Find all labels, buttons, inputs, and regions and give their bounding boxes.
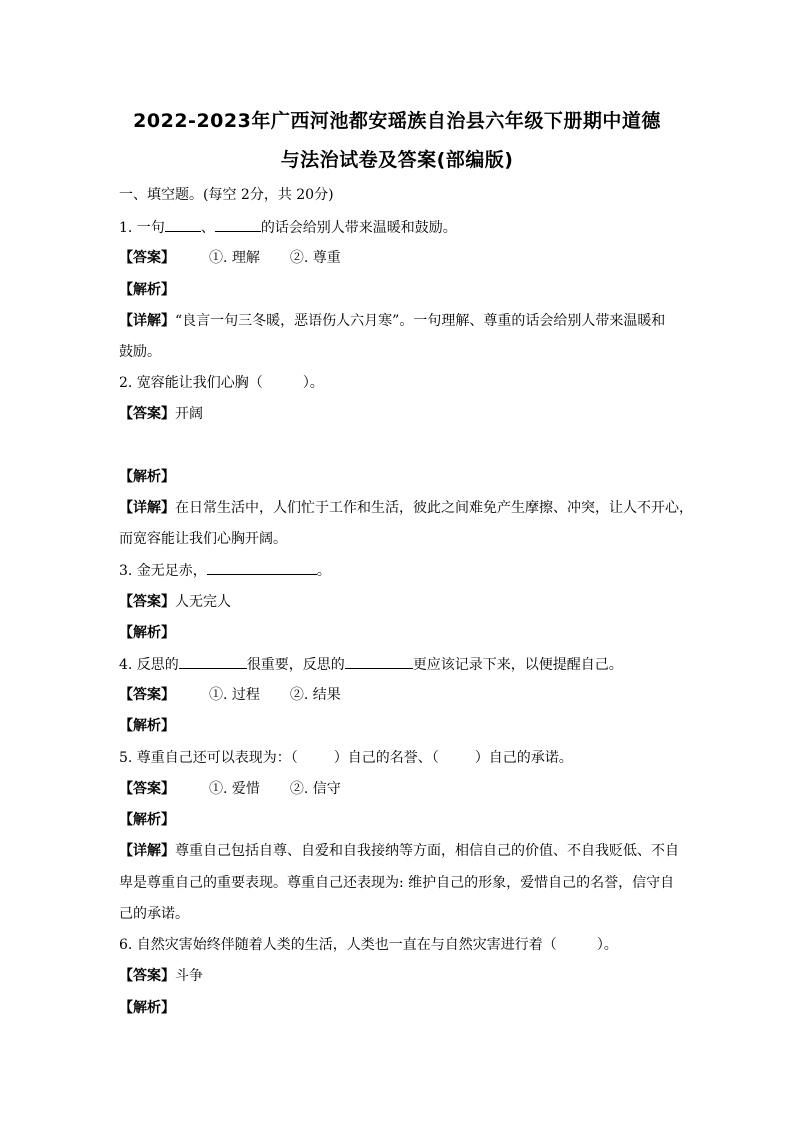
question-5-text-end: ）自己的承诺。	[474, 750, 573, 766]
document-title-line-2: 与法治试卷及答案(部编版)	[280, 149, 514, 171]
answer-value: ②. 尊重	[289, 250, 341, 266]
analysis-label: 【解析】	[119, 469, 175, 485]
question-4-text-mid: 很重要，反思的	[246, 657, 345, 673]
answer-label: 【答案】	[119, 968, 175, 984]
detail-row	[119, 311, 665, 331]
question-5-text-mid: ）自己的名誉、（	[333, 750, 439, 766]
document-title-line-1: 2022-2023年广西河池都安瑶族自治县六年级下册期中道德	[133, 110, 661, 132]
answer-row	[119, 685, 341, 705]
question-5	[119, 748, 573, 768]
detail-row	[119, 498, 693, 518]
answer-row	[119, 248, 341, 268]
question-4-text: 4. 反思的	[119, 657, 179, 673]
answer-value: 斗争	[175, 968, 203, 984]
detail-text: 鼓励。	[119, 344, 161, 360]
analysis-label: 【解析】	[119, 718, 175, 734]
question-4	[119, 654, 623, 675]
blank	[179, 654, 247, 669]
section-heading: 一、填空题。(每空 2分，共 20分)	[119, 187, 334, 203]
question-2-text: 2. 宽容能让我们心胸（	[119, 375, 263, 391]
answer-label: 【答案】	[119, 250, 175, 266]
blank	[215, 217, 261, 232]
answer-value: ①. 理解	[209, 250, 260, 266]
question-3-text: 3. 金无足赤，	[119, 563, 207, 579]
question-1	[119, 217, 457, 238]
answer-value: ②. 信守	[289, 781, 341, 797]
answer-label: 【答案】	[119, 781, 175, 797]
answer-value: 开阔	[175, 406, 203, 422]
detail-text: 己的承诺。	[119, 906, 189, 922]
analysis-label: 【解析】	[119, 282, 175, 298]
blank	[345, 654, 413, 669]
question-1-text: 1. 一句	[119, 220, 165, 236]
question-3	[119, 560, 331, 581]
question-5-text: 5. 尊重自己还可以表现为：（	[119, 750, 298, 766]
answer-label: 【答案】	[119, 406, 175, 422]
detail-text: “良言一句三冬暖，恶语伤人六月寒”。一句理解、尊重的话会给别人带来温暖和	[175, 313, 666, 329]
question-3-text-end: 。	[316, 563, 331, 579]
answer-row	[119, 592, 231, 612]
answer-row	[119, 779, 341, 799]
detail-label: 【详解】	[119, 500, 175, 516]
detail-text: 卑是尊重自己的重要表现。尊重自己还表现为: 维护自己的形象，爱惜自己的名誉，信守自	[119, 875, 675, 891]
analysis-label: 【解析】	[119, 812, 175, 828]
question-6	[119, 935, 618, 955]
answer-label: 【答案】	[119, 687, 175, 703]
detail-label: 【详解】	[119, 313, 175, 329]
detail-text: 而宽容能让我们心胸开阔。	[119, 531, 287, 547]
blank	[207, 560, 317, 575]
blank	[165, 217, 201, 232]
detail-label: 【详解】	[119, 843, 175, 859]
analysis-label: 【解析】	[119, 1000, 175, 1016]
question-6-text: 6. 自然灾害始终伴随着人类的生活，人类也一直在与自然灾害进行着（	[119, 937, 557, 953]
question-6-text-end: ）。	[596, 937, 618, 953]
question-2	[119, 373, 324, 393]
answer-row	[119, 966, 203, 986]
answer-value: ①. 爱惜	[209, 781, 260, 797]
answer-label: 【答案】	[119, 594, 175, 610]
detail-text: 在日常生活中，人们忙于工作和生活，彼此之间难免产生摩擦、冲突，让人不开心，	[175, 500, 693, 516]
detail-row	[119, 841, 679, 861]
answer-value: ②. 结果	[289, 687, 341, 703]
question-2-text-end: ）。	[302, 375, 324, 391]
detail-text: 尊重自己包括自尊、自爱和自我接纳等方面，相信自己的价值、不自我贬低、不自	[175, 843, 679, 859]
question-1-text-end: 的话会给别人带来温暖和鼓励。	[260, 220, 457, 236]
answer-value: 人无完人	[175, 594, 231, 610]
question-4-text-end: 更应该记录下来，以便提醒自己。	[412, 657, 623, 673]
analysis-label: 【解析】	[119, 625, 175, 641]
answer-row	[119, 404, 203, 424]
answer-value: ①. 过程	[209, 687, 260, 703]
question-1-sep: 、	[200, 220, 215, 236]
